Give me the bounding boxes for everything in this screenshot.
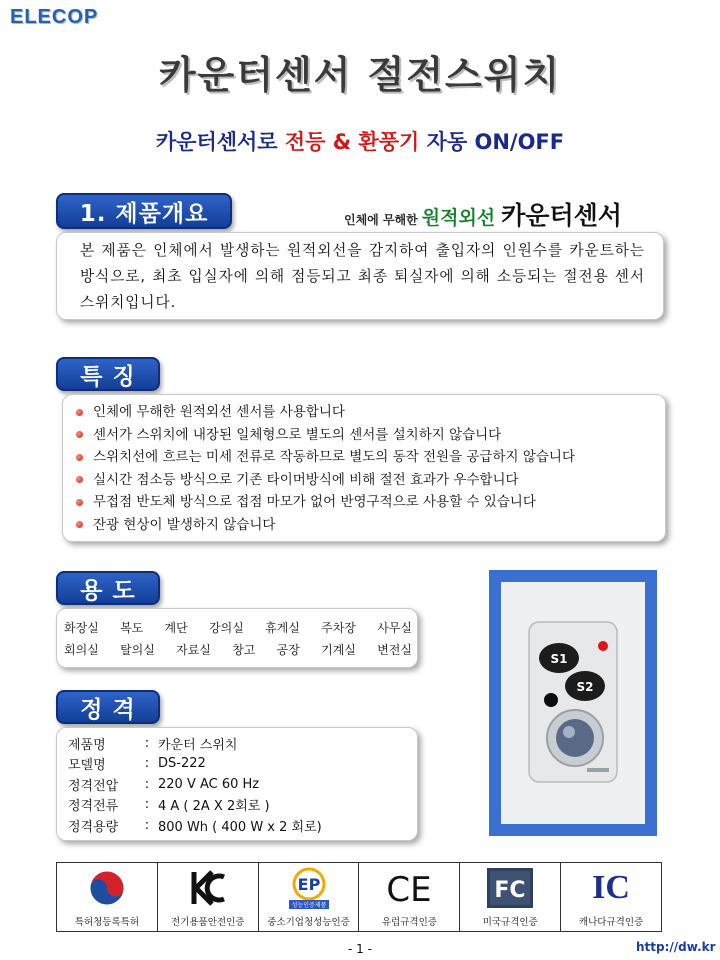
cert-ep (258, 863, 359, 932)
feature-item (76, 491, 666, 514)
usage-item: 자료실 (176, 642, 211, 657)
spec-row (68, 815, 322, 836)
feature-text: 스위치선에 흐르는 미세 전류로 작동하므로 별도의 동작 전원을 공급하지 않습니다 (93, 449, 576, 465)
subtitle-highlight: 전등 & 환풍기 (284, 130, 420, 154)
usage-item: 주차장 (321, 620, 356, 635)
fcc-mark-icon (460, 865, 560, 911)
tag-small: 인체에 무해한 (344, 213, 418, 227)
section-tab-overview: 1. 제품개요 (56, 193, 232, 229)
kc-mark-icon (158, 865, 258, 911)
spec-value: 220 V AC 60 Hz (158, 776, 260, 792)
spec-key: 정격전류 (68, 799, 119, 815)
cert-kc (157, 863, 258, 932)
overview-tagline (344, 196, 622, 232)
section-tab-spec: 정 격 (56, 690, 160, 724)
cert-label: 유럽규격인증 (381, 917, 437, 928)
button-s2-label: S2 (576, 680, 594, 694)
usage-item: 변전실 (377, 642, 412, 657)
spec-key: 모델명 (68, 758, 106, 774)
feature-item (76, 514, 666, 537)
product-photo (489, 570, 657, 836)
cert-label: 미국규격인증 (482, 917, 538, 928)
spec-key: 정격용량 (68, 819, 119, 835)
page-number: - 1 - (348, 942, 372, 956)
ce-mark-icon (359, 865, 459, 911)
feature-text: 인체에 무해한 원적외선 센서를 사용합니다 (93, 404, 345, 420)
cert-label: 전기용품안전인증 (171, 917, 245, 928)
feature-text: 실시간 점소등 방식으로 기존 타이머방식에 비해 절전 효과가 우수합니다 (93, 471, 519, 488)
usage-item: 창고 (232, 642, 256, 657)
feature-item (76, 446, 666, 469)
spec-row (68, 795, 322, 816)
spec-value: 4 A ( 2A X 2회로 ) (158, 799, 270, 815)
spec-colon: : (144, 735, 150, 751)
overview-text: 본 제품은 인체에서 발생하는 원적외선을 감지하여 출입자의 인원수를 카운트하는 방식으로, 최초 입실자에 의해 점등되고 최종 퇴실자에 의해 소등되는 절전용 센서 스위치입니다. (80, 242, 645, 311)
feature-item (76, 401, 666, 424)
cert-label: 중소기업청성능인증 (267, 917, 350, 928)
usage-item: 기계실 (321, 642, 356, 657)
usage-item: 공장 (276, 642, 300, 657)
spec-colon: : (144, 817, 150, 833)
features-list (76, 401, 666, 536)
section-tab-usage: 용 도 (56, 571, 160, 605)
tag-big: 카운터센서 (501, 201, 622, 230)
cert-label: 캐나다규격인증 (578, 917, 644, 928)
cert-label: 특허청등록특허 (74, 917, 140, 928)
footer-url[interactable]: http://dw.kr (636, 940, 716, 954)
tag-green: 원적외선 (421, 207, 496, 229)
usage-item: 회의실 (64, 642, 99, 657)
spec-colon: : (144, 756, 150, 772)
page-subtitle (0, 126, 720, 156)
cert-ce (359, 863, 460, 932)
feature-text: 센서가 스위치에 내장된 일체형으로 별도의 센서를 설치하지 않습니다 (93, 426, 502, 443)
cert-ic (561, 863, 662, 932)
spec-key: 정격전압 (68, 778, 119, 794)
spec-value: 카운터 스위치 (158, 737, 238, 753)
usage-item: 화장실 (64, 620, 99, 635)
spec-colon: : (144, 776, 150, 792)
usage-item: 휴게실 (265, 620, 300, 635)
certification-table (56, 862, 662, 932)
usage-item: 복도 (120, 620, 144, 635)
spec-row (68, 774, 322, 795)
bullet-icon (76, 431, 83, 438)
feature-text: 무접점 반도체 방식으로 접점 마모가 없어 반영구적으로 사용할 수 있습니다 (93, 494, 536, 510)
ep-sub-text: 성능인증제품 (291, 902, 326, 909)
spec-row (68, 754, 322, 775)
feature-item (76, 424, 666, 447)
usage-item: 탈의실 (120, 642, 155, 657)
page-title: 카운터센서 절전스위치 (158, 53, 562, 97)
usage-item: 계단 (164, 620, 188, 635)
subtitle-part1: 카운터센서로 (155, 130, 285, 154)
fc-mark-text: FC (494, 878, 526, 903)
bullet-icon (76, 476, 83, 483)
spec-row (68, 733, 322, 754)
usage-item: 강의실 (209, 620, 244, 635)
bullet-icon (76, 454, 83, 461)
ce-mark-text: CE (386, 870, 433, 906)
spec-value: 800 Wh ( 400 W x 2 회로) (158, 819, 322, 835)
feature-item (76, 469, 666, 492)
feature-text: 잔광 현상이 발생하지 않습니다 (93, 516, 276, 533)
bullet-icon (76, 499, 83, 506)
ep-badge-text: EP (297, 875, 320, 894)
cert-patent (57, 863, 158, 932)
spec-table (68, 733, 322, 836)
company-logo: ELECOP (10, 6, 99, 28)
spec-key: 제품명 (68, 737, 106, 753)
korean-emblem-icon (57, 865, 157, 911)
cert-fcc (460, 863, 561, 932)
subtitle-part3: 자동 ON/OFF (419, 130, 565, 154)
spec-colon: : (144, 797, 150, 813)
bullet-icon (76, 521, 83, 528)
ic-mark-icon (561, 865, 661, 911)
usage-row (62, 638, 414, 660)
button-s1-label: S1 (550, 652, 568, 666)
usage-row (62, 616, 414, 638)
usage-item: 사무실 (377, 620, 412, 635)
ep-mark-icon (259, 865, 359, 911)
usage-grid (62, 616, 414, 660)
ic-mark-text: IC (592, 869, 630, 906)
spec-value: DS-222 (158, 756, 206, 772)
section-tab-features: 특 징 (56, 357, 160, 391)
bullet-icon (76, 409, 83, 416)
